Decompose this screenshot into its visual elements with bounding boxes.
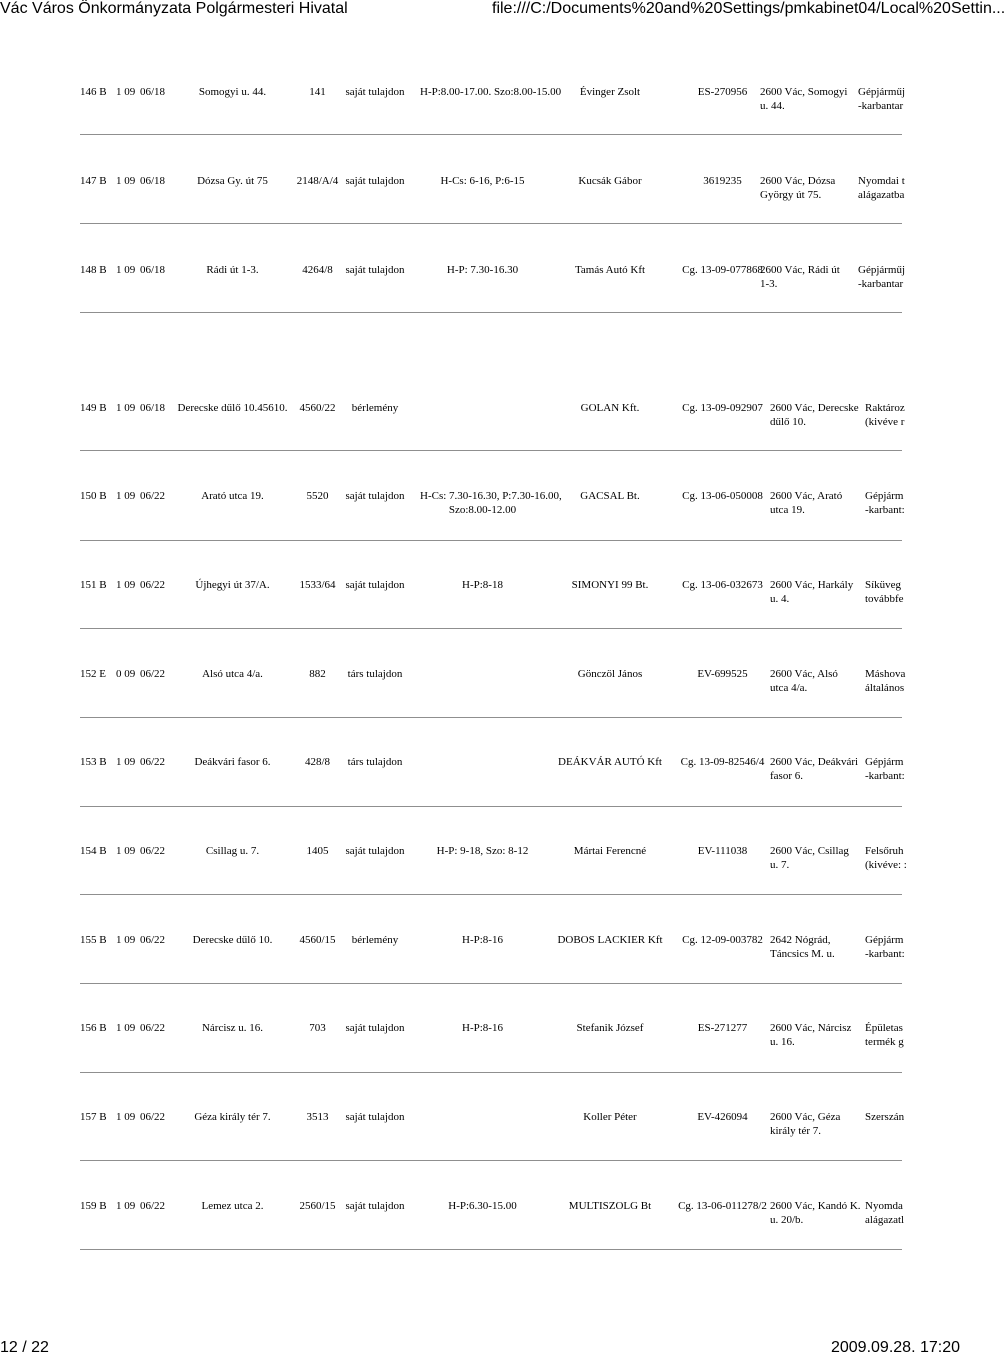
table-row [0,263,960,293]
row-separator [80,628,902,629]
cell-seat-line: u. 4. [770,593,790,605]
cell-code-2: 06/22 [140,934,166,946]
cell-seat [760,263,855,291]
cell-parcel: 4560/22 [299,402,336,414]
cell-code-2: 06/18 [140,402,166,414]
cell-number: 157 B [80,1111,107,1123]
cell-address: Alsó utca 4/a. [202,668,263,680]
cell-ownership: saját tulajdon [345,1111,405,1123]
row-separator [80,806,902,807]
cell-number: 146 B [80,86,107,98]
row-separator [80,983,902,984]
cell-number: 149 B [80,402,107,414]
cell-operator-name: Tamás Autó Kft [574,264,646,276]
cell-activity-line: továbbfe [865,593,904,605]
cell-code: 1 09 [116,402,136,414]
cell-ownership: saját tulajdon [345,86,405,98]
table-row [0,85,960,115]
page-number: 12 / 22 [0,1339,49,1356]
cell-ownership: bérlemény [351,934,399,946]
cell-registration: EV-699525 [697,668,748,680]
cell-address: Csillag u. 7. [205,845,260,857]
cell-opening-hours-line: H-P:6.30-15.00 [448,1200,517,1212]
cell-code: 0 09 [116,668,136,680]
cell-seat-line: 2600 Vác, Derecske [770,402,859,414]
cell-seat-line: György út 75. [760,189,822,201]
cell-code-2: 06/22 [140,756,166,768]
cell-registration: Cg. 13-06-032673 [682,579,763,591]
cell-code: 1 09 [116,490,136,502]
cell-opening-hours-line: H-P:8-16 [462,934,503,946]
cell-ownership: saját tulajdon [345,579,405,591]
cell-registration: Cg. 13-09-077868 [682,264,763,276]
cell-activity-line: Nyomdai t [858,175,905,187]
cell-seat [770,578,865,606]
cell-activity-line: Nyomda [865,1200,903,1212]
cell-address: Arató utca 19. [201,490,264,502]
cell-number: 155 B [80,934,107,946]
cell-activity [858,85,906,113]
cell-parcel: 1533/64 [299,579,336,591]
cell-seat [760,85,855,113]
row-separator [80,1072,902,1073]
cell-registration: EV-426094 [697,1111,748,1123]
cell-parcel: 882 [309,668,326,680]
cell-activity-line: -karbantar [858,278,904,290]
cell-opening-hours [420,174,545,188]
cell-activity-line: Szerszán [865,1111,905,1123]
row-separator [80,1249,902,1250]
cell-seat [760,174,855,202]
cell-seat-line: u. 20/b. [770,1214,804,1226]
cell-seat [770,489,865,517]
cell-activity-line: alágazatl [865,1214,905,1226]
cell-seat-line: 2600 Vác, Rádi út [760,264,840,276]
cell-seat-line: 1-3. [760,278,778,290]
cell-address: Derecske dűlő 10. [192,934,273,946]
cell-number: 147 B [80,175,107,187]
cell-registration: Cg. 13-06-050008 [682,490,763,502]
cell-seat-line: u. 7. [770,859,790,871]
table-row [0,667,960,697]
cell-activity-line: Gépjárm [865,756,904,768]
cell-activity-line: termék g [865,1036,904,1048]
cell-activity-line: -karbantar [858,100,904,112]
cell-parcel: 4264/8 [302,264,333,276]
cell-opening-hours [420,85,562,99]
cell-activity-line: -karbant: [865,770,905,782]
row-separator [80,1160,902,1161]
cell-operator-name: GACSAL Bt. [580,490,640,502]
cell-seat-line: utca 4/a. [770,682,808,694]
cell-parcel: 1405 [306,845,329,857]
cell-registration: Cg. 13-09-82546/4 [680,756,765,768]
cell-opening-hours [420,263,545,277]
cell-ownership: saját tulajdon [345,175,405,187]
cell-seat-line: Táncsics M. u. [770,948,835,960]
cell-activity-line: Gépjárműj [858,86,906,98]
cell-activity-line: Raktároz [865,402,905,414]
cell-activity [865,1021,902,1049]
cell-activity-line: Felsőruh [865,845,904,857]
cell-parcel: 2148/A/4 [296,175,339,187]
cell-opening-hours-line: H-P:8-18 [462,579,503,591]
cell-code-2: 06/22 [140,1111,166,1123]
cell-address: Rádi út 1-3. [206,264,259,276]
cell-seat [770,1199,865,1227]
cell-activity-line: Gépjárműj [858,264,906,276]
cell-ownership: társ tulajdon [347,756,403,768]
cell-number: 151 B [80,579,107,591]
cell-seat-line: 2600 Vác, Harkály [770,579,854,591]
cell-code-2: 06/18 [140,175,166,187]
table-row [0,489,960,519]
table-row [0,1199,960,1229]
cell-activity-line: Gépjárm [865,934,904,946]
row-separator [80,134,902,135]
cell-operator-name: GOLAN Kft. [580,402,640,414]
cell-operator-name: Stefanik József [576,1022,644,1034]
cell-operator-name: Kucsák Gábor [578,175,642,187]
cell-number: 156 B [80,1022,107,1034]
row-separator [80,312,902,313]
cell-operator-name: Gönczöl János [577,668,643,680]
cell-operator-name: Koller Péter [583,1111,637,1123]
cell-seat [770,755,865,783]
cell-seat-line: utca 19. [770,504,805,516]
cell-seat-line: 2600 Vác, Csillag [770,845,849,857]
cell-code: 1 09 [116,1022,136,1034]
cell-seat-line: 2600 Vác, Deákvári [770,756,859,768]
cell-operator-name: Évinger Zsolt [579,86,641,98]
cell-ownership: bérlemény [351,402,399,414]
cell-number: 154 B [80,845,107,857]
cell-code-2: 06/22 [140,490,166,502]
cell-seat-line: dűlő 10. [770,416,807,428]
cell-seat-line: 2600 Vác, Dózsa [760,175,836,187]
cell-opening-hours [420,1021,545,1035]
cell-address: Lemez utca 2. [201,1200,264,1212]
cell-registration: 3619235 [703,175,742,187]
cell-code: 1 09 [116,1111,136,1123]
cell-activity-line: (kivéve: : [865,859,907,871]
cell-opening-hours-line: H-P: 9-18, Szo: 8-12 [436,845,529,857]
cell-code: 1 09 [116,756,136,768]
table-row [0,755,960,785]
cell-address: Deákvári fasor 6. [194,756,271,768]
cell-activity-line: Síküveg [865,579,902,591]
cell-opening-hours-line: H-Cs: 7.30-16.30, P:7.30-16.00, [420,490,562,502]
cell-parcel: 428/8 [304,756,331,768]
cell-ownership: saját tulajdon [345,264,405,276]
file-path: file:///C:/Documents%20and%20Settings/pmkabinet04/Local%20Settin... [492,0,1005,17]
row-separator [80,540,902,541]
cell-activity [865,1199,905,1227]
cell-seat-line: 2600 Vác, Géza [770,1111,841,1123]
table-row [0,1110,960,1140]
cell-code: 1 09 [116,86,136,98]
cell-code: 1 09 [116,579,136,591]
cell-code: 1 09 [116,1200,136,1212]
table-row [0,1021,960,1051]
cell-code-2: 06/22 [140,1200,166,1212]
table-row [0,933,960,963]
cell-seat-line: fasor 6. [770,770,803,782]
cell-operator-name: MULTISZOLG Bt [568,1200,652,1212]
cell-code: 1 09 [116,175,136,187]
cell-address: Géza király tér 7. [194,1111,271,1123]
cell-address: Dózsa Gy. út 75 [197,175,268,187]
cell-activity [865,578,902,606]
cell-code: 1 09 [116,845,136,857]
cell-seat [770,1021,865,1049]
cell-parcel: 3513 [306,1111,329,1123]
cell-activity [865,755,905,783]
cell-address: Derecske dűlő 10.45610. [177,402,288,414]
cell-seat-line: u. 44. [760,100,785,112]
cell-seat-line: 2600 Vác, Arató [770,490,843,502]
cell-number: 153 B [80,756,107,768]
cell-activity-line: -karbant: [865,504,905,516]
print-datetime: 2009.09.28. 17:20 [830,1339,960,1356]
cell-code: 1 09 [116,264,136,276]
cell-ownership: saját tulajdon [345,1022,405,1034]
cell-operator-name: Mártai Ferencné [573,845,647,857]
cell-operator-name: SIMONYI 99 Bt. [571,579,649,591]
cell-opening-hours-line: H-Cs: 6-16, P:6-15 [440,175,525,187]
cell-activity [858,174,905,202]
cell-opening-hours-line: H-P:8.00-17.00. Szo:8.00-15.00 [420,86,562,98]
table-row [0,844,960,874]
cell-code-2: 06/18 [140,264,166,276]
cell-activity-line: általános [865,682,905,694]
cell-operator-name: DEÁKVÁR AUTÓ Kft [558,756,662,768]
cell-registration: EV-111038 [697,845,748,857]
table-row [0,401,960,431]
cell-opening-hours [420,844,545,858]
cell-activity-line: Épületas [865,1022,903,1034]
row-separator [80,223,902,224]
row-separator [80,450,902,451]
cell-parcel: 2560/15 [299,1200,336,1212]
cell-seat-line: 2600 Vác, Somogyi [760,86,848,98]
cell-parcel: 703 [309,1022,326,1034]
cell-parcel: 141 [309,86,326,98]
cell-number: 148 B [80,264,107,276]
cell-seat [770,1110,865,1138]
cell-activity [865,401,905,429]
cell-seat [770,933,865,961]
cell-code-2: 06/22 [140,1022,166,1034]
cell-activity-line: Gépjárm [865,490,904,502]
cell-code-2: 06/22 [140,579,166,591]
table-row [0,578,960,608]
cell-address: Nárcisz u. 16. [201,1022,264,1034]
cell-seat [770,844,865,872]
cell-registration: Cg. 12-09-003782 [682,934,763,946]
cell-number: 159 B [80,1200,107,1212]
cell-activity-line: alágazatba [858,189,905,201]
cell-activity-line: (kivéve r [865,416,905,428]
cell-operator-name: DOBOS LACKIER Kft [557,934,663,946]
document-title: Vác Város Önkormányzata Polgármesteri Hivatal [0,0,348,17]
cell-registration: ES-270956 [697,86,748,98]
cell-parcel: 5520 [306,490,329,502]
cell-seat [770,401,865,429]
cell-seat-line: 2600 Vác, Alsó [770,668,838,680]
cell-activity [858,263,906,291]
cell-seat-line: u. 16. [770,1036,795,1048]
cell-ownership: saját tulajdon [345,845,405,857]
cell-opening-hours [420,1199,545,1213]
cell-ownership: társ tulajdon [347,668,403,680]
cell-code: 1 09 [116,934,136,946]
cell-seat [770,667,865,695]
row-separator [80,717,902,718]
cell-address: Újhegyi út 37/A. [195,579,270,591]
row-separator [80,894,902,895]
cell-address: Somogyi u. 44. [198,86,267,98]
cell-activity [865,933,905,961]
cell-activity [865,1110,905,1124]
cell-registration: Cg. 13-06-011278/2 [678,1200,767,1212]
cell-registration: Cg. 13-09-092907 [682,402,763,414]
cell-opening-hours-line: H-P:8-16 [462,1022,503,1034]
cell-seat-line: 2600 Vác, Nárcisz [770,1022,852,1034]
cell-code-2: 06/22 [140,845,166,857]
cell-opening-hours-line: H-P: 7.30-16.30 [446,264,519,276]
cell-opening-hours [420,578,545,592]
cell-number: 150 B [80,490,107,502]
cell-activity-line: Máshova [865,668,906,680]
cell-parcel: 4560/15 [299,934,336,946]
cell-code-2: 06/18 [140,86,166,98]
cell-opening-hours-line: Szo:8.00-12.00 [448,504,517,516]
cell-ownership: saját tulajdon [345,1200,405,1212]
cell-seat-line: 2600 Vác, Kandó K. [770,1200,861,1212]
cell-activity [865,489,905,517]
cell-seat-line: 2642 Nógrád, [770,934,831,946]
cell-seat-line: király tér 7. [770,1125,822,1137]
cell-code-2: 06/22 [140,668,166,680]
cell-ownership: saját tulajdon [345,490,405,502]
cell-activity-line: -karbant: [865,948,905,960]
cell-number: 152 E [80,668,106,680]
table-row [0,174,960,204]
cell-activity [865,667,906,695]
cell-registration: ES-271277 [697,1022,748,1034]
cell-opening-hours [420,489,562,517]
cell-opening-hours [420,933,545,947]
cell-activity [865,844,907,872]
